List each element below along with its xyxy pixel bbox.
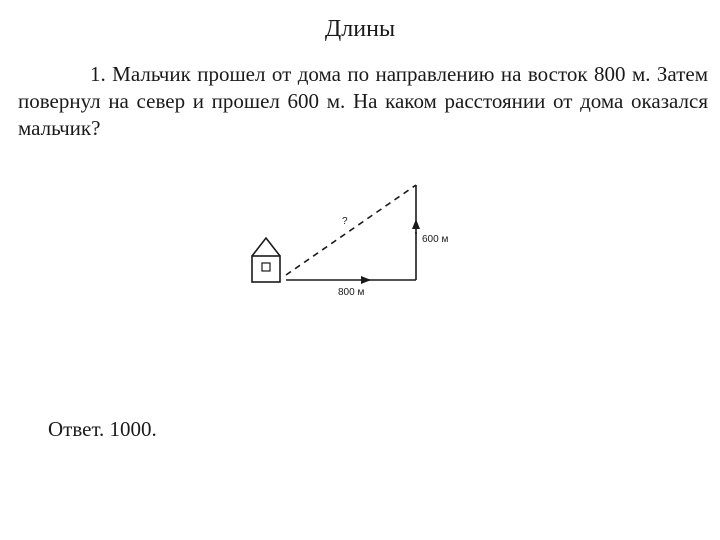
house-icon	[252, 238, 280, 282]
north-distance-label: 600 м	[422, 234, 449, 245]
problem-text: 1. Мальчик прошел от дома по направлению на восток 800 м. Затем повернул на север и прошел 600 м. На каком расстоянии от дома оказался мальчик?	[18, 62, 708, 140]
distance-dashed-line	[286, 185, 416, 275]
unknown-distance-label: ?	[342, 216, 348, 227]
house-window	[262, 263, 270, 271]
east-distance-label: 800 м	[338, 287, 365, 298]
slide-title: Длины	[324, 16, 396, 42]
answer-text: Ответ. 1000.	[48, 417, 157, 441]
